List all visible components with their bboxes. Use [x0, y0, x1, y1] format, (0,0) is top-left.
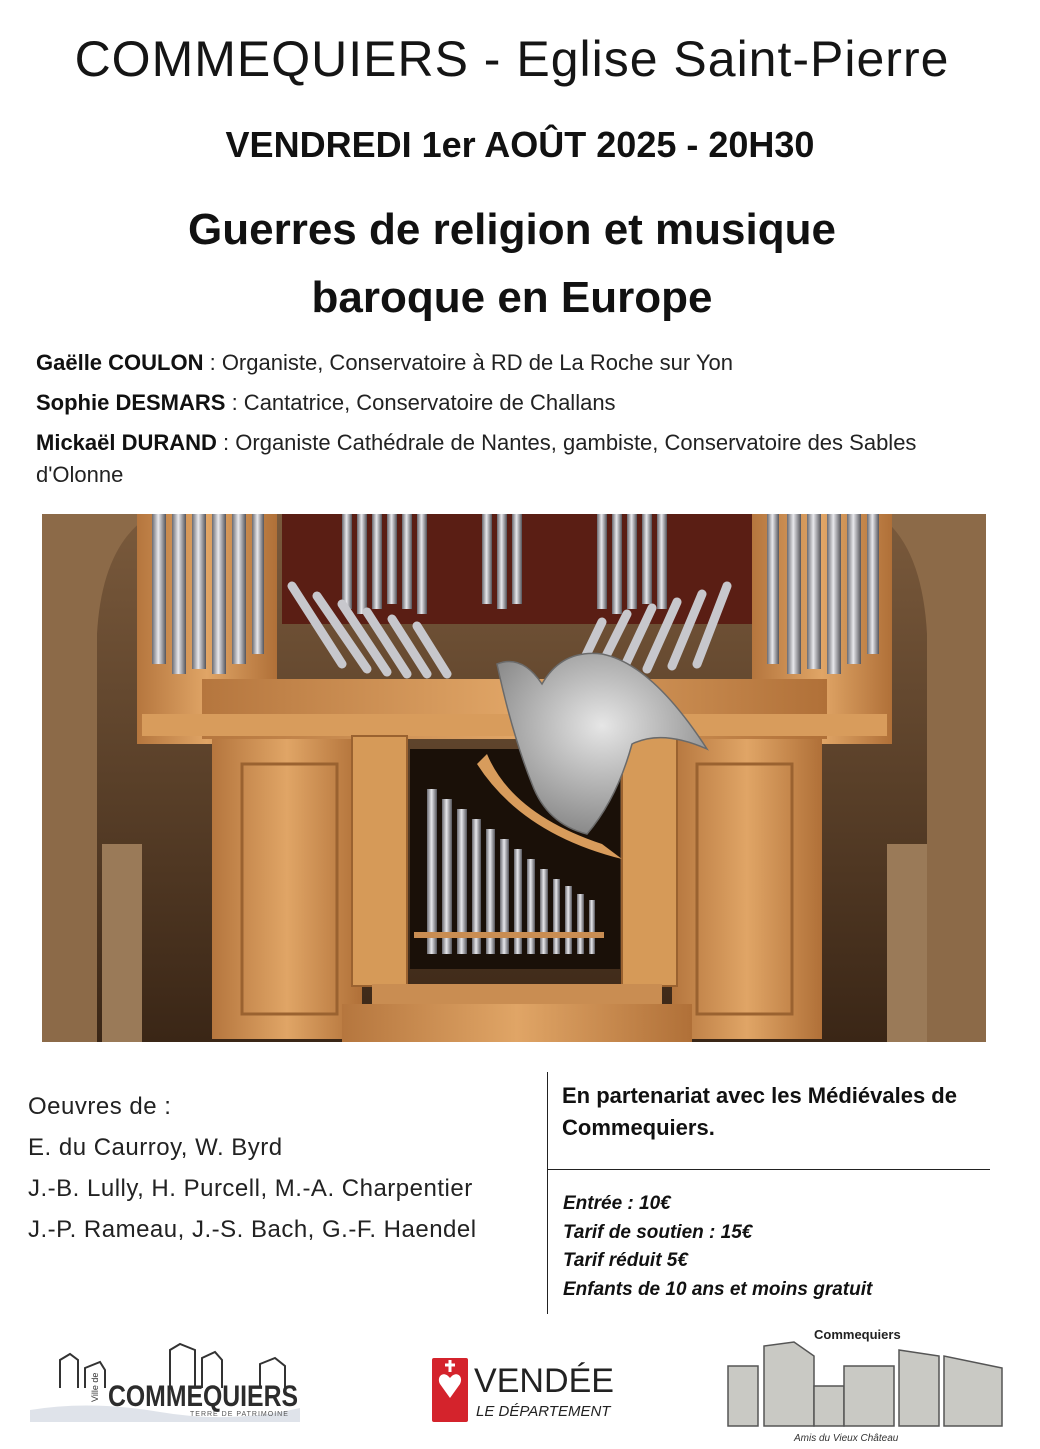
works-list — [28, 1086, 477, 1250]
logo-small-text: Ville de — [90, 1372, 100, 1402]
performer-item — [36, 387, 1006, 419]
vendee-text: VENDÉE — [474, 1362, 614, 1400]
price-item: Tarif réduit 5€ — [563, 1250, 688, 1271]
association-title: Commequiers — [814, 1327, 901, 1342]
organ-illustration — [42, 514, 986, 1042]
logo-main-text: COMMEQUIERS — [108, 1380, 298, 1413]
performer-name: Gaëlle COULON — [36, 350, 204, 375]
price-list — [563, 1190, 872, 1304]
price-item: Tarif de soutien : 15€ — [563, 1221, 753, 1243]
association-subtitle: Amis du Vieux Château — [794, 1433, 899, 1444]
performers-list — [36, 347, 1006, 499]
performer-item — [36, 427, 1006, 491]
price-item: Enfants de 10 ans et moins gratuit — [563, 1278, 873, 1300]
works-line: E. du Caurroy, W. Byrd — [28, 1134, 283, 1161]
performer-item — [36, 347, 1006, 379]
organ-photo — [42, 514, 986, 1042]
works-heading: Oeuvres de : — [28, 1093, 172, 1120]
concert-title-line1: Guerres de religion et musique — [188, 205, 836, 254]
performer-role: : Cantatrice, Conservatoire de Challans — [225, 390, 616, 415]
event-date: VENDREDI 1er AOÛT 2025 - 20H30 — [225, 124, 815, 165]
vertical-divider — [547, 1072, 548, 1314]
performer-role: : Organiste, Conservatoire à RD de La Roche sur Yon — [203, 350, 733, 375]
performer-name: Mickaël DURAND — [36, 430, 217, 455]
concert-title-line2: baroque en Europe — [311, 273, 713, 322]
performer-name: Sophie DESMARS — [36, 390, 226, 415]
performer-role: : Organiste Cathédrale de Nantes, gambiste, Conservatoire des Sables d'Olonne — [36, 430, 917, 487]
castle-icon — [728, 1342, 1002, 1426]
partnership-note: En partenariat avec les Médiévales de Commequiers. — [562, 1083, 957, 1140]
price-item: Entrée : 10€ — [563, 1193, 671, 1214]
horizontal-divider — [548, 1169, 990, 1170]
concert-title — [0, 196, 1024, 332]
castle-ruins-icon — [30, 1340, 300, 1422]
works-line: J.-B. Lully, H. Purcell, M.-A. Charpentier — [28, 1175, 473, 1202]
logo-tagline: TERRE DE PATRIMOINE — [190, 1411, 289, 1418]
amis-vieux-chateau-logo — [724, 1326, 1006, 1444]
works-line: J.-P. Rameau, J.-S. Bach, G.-F. Haendel — [28, 1216, 477, 1243]
venue-title: COMMEQUIERS - Eglise Saint-Pierre — [74, 31, 950, 87]
vendee-subtext: LE DÉPARTEMENT — [476, 1403, 611, 1420]
commequiers-town-logo — [30, 1340, 300, 1422]
vendee-department-logo — [430, 1354, 620, 1426]
